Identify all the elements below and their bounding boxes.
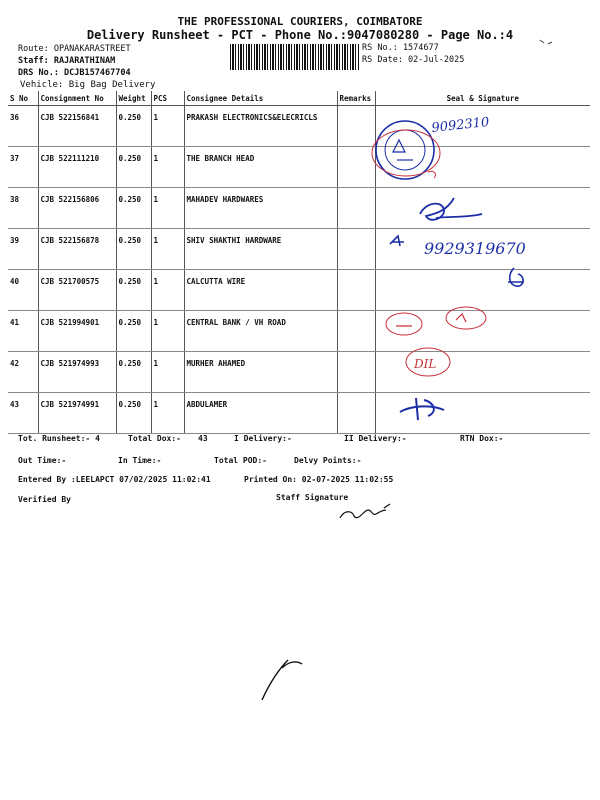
total-dox-value: 43	[198, 434, 208, 443]
table-row	[8, 393, 590, 434]
cell-remarks	[337, 393, 375, 434]
cell-consignee: MURHER AHAMED	[184, 352, 337, 393]
col-consignee: Consignee Details	[184, 91, 337, 106]
cell-sno: 42	[8, 352, 38, 393]
runsheet-table	[8, 91, 590, 434]
cell-consignee: PRAKASH ELECTRONICS&ELECRICLS	[184, 106, 337, 147]
cell-weight: 0.250	[116, 270, 151, 311]
table-header	[8, 91, 590, 106]
cell-signature	[375, 229, 590, 270]
cell-signature	[375, 393, 590, 434]
cell-sno: 41	[8, 311, 38, 352]
cell-remarks	[337, 229, 375, 270]
entered-by: Entered By :LEELAPCT 07/02/2025 11:02:41	[18, 475, 211, 484]
total-pod: Total POD:-	[214, 456, 267, 465]
cell-pcs: 1	[151, 393, 184, 434]
cell-pcs: 1	[151, 352, 184, 393]
col-consignment: Consignment No	[38, 91, 116, 106]
cell-consignment: CJB 522111210	[38, 147, 116, 188]
cell-signature	[375, 147, 590, 188]
cell-consignee: MAHADEV HARDWARES	[184, 188, 337, 229]
staff-label: Staff: RAJARATHINAM	[18, 56, 116, 66]
rs-number: RS No.: 1574677	[362, 43, 439, 53]
ii-delivery: II Delivery:-	[344, 434, 407, 443]
row42-handwritten-note: DIL	[414, 357, 437, 371]
cell-pcs: 1	[151, 229, 184, 270]
table-row	[8, 147, 590, 188]
cell-consignee: THE BRANCH HEAD	[184, 147, 337, 188]
cell-consignment: CJB 521700575	[38, 270, 116, 311]
cell-remarks	[337, 311, 375, 352]
cell-weight: 0.250	[116, 188, 151, 229]
tot-runsheet: Tot. Runsheet:- 4	[18, 434, 100, 443]
col-seal-signature: Seal & Signature	[375, 91, 590, 106]
col-sno: S No	[8, 91, 38, 106]
cell-signature	[375, 352, 590, 393]
cell-sno: 37	[8, 147, 38, 188]
table-row	[8, 270, 590, 311]
cell-signature	[375, 270, 590, 311]
barcode	[230, 44, 360, 70]
cell-remarks	[337, 147, 375, 188]
cell-weight: 0.250	[116, 393, 151, 434]
cell-weight: 0.250	[116, 229, 151, 270]
cell-remarks	[337, 352, 375, 393]
verified-by: Verified By	[18, 495, 71, 504]
rtn-dox: RTN Dox:-	[460, 434, 504, 443]
pen-stroke-icon	[262, 660, 302, 700]
cell-pcs: 1	[151, 106, 184, 147]
cell-remarks	[337, 106, 375, 147]
cell-sno: 40	[8, 270, 38, 311]
cell-remarks	[337, 188, 375, 229]
row36-handwritten-number: 9092310	[430, 115, 491, 136]
cell-weight: 0.250	[116, 311, 151, 352]
cell-sno: 38	[8, 188, 38, 229]
cell-signature	[375, 188, 590, 229]
staff-signature-icon	[340, 504, 390, 518]
cell-consignee: CENTRAL BANK / VH ROAD	[184, 311, 337, 352]
total-dox-label: Total Dox:-	[128, 434, 181, 443]
i-delivery: I Delivery:-	[234, 434, 292, 443]
cell-pcs: 1	[151, 147, 184, 188]
cell-sno: 43	[8, 393, 38, 434]
cell-consignment: CJB 522156806	[38, 188, 116, 229]
cell-signature	[375, 106, 590, 147]
cell-sno: 36	[8, 106, 38, 147]
cell-signature	[375, 311, 590, 352]
col-remarks: Remarks	[337, 91, 375, 106]
cell-pcs: 1	[151, 270, 184, 311]
cell-consignment: CJB 522156841	[38, 106, 116, 147]
rs-date: RS Date: 02-Jul-2025	[362, 55, 465, 65]
cell-pcs: 1	[151, 311, 184, 352]
cell-weight: 0.250	[116, 352, 151, 393]
cell-pcs: 1	[151, 188, 184, 229]
table-row	[8, 229, 590, 270]
row39-handwritten-number: 9929319670	[424, 239, 526, 258]
cell-consignment: CJB 521974993	[38, 352, 116, 393]
col-pcs: PCS	[151, 91, 184, 106]
table-row	[8, 352, 590, 393]
route-label: Route: OPANAKARASTREET	[18, 44, 131, 54]
cell-consignment: CJB 521974991	[38, 393, 116, 434]
cell-consignee: CALCUTTA WIRE	[184, 270, 337, 311]
cell-consignee: ABDULAMER	[184, 393, 337, 434]
delvy-points: Delvy Points:-	[294, 456, 362, 465]
cell-consignment: CJB 522156878	[38, 229, 116, 270]
staff-signature-label: Staff Signature	[276, 493, 349, 502]
table-row	[8, 311, 590, 352]
runsheet-title: Delivery Runsheet - PCT - Phone No.:9047080280 - Page No.:4	[86, 28, 514, 42]
printed-on: Printed On: 02-07-2025 11:02:55	[244, 475, 394, 484]
cell-weight: 0.250	[116, 106, 151, 147]
company-name: THE PROFESSIONAL COURIERS, COIMBATORE	[177, 15, 423, 28]
table-row	[8, 188, 590, 229]
cell-consignee: SHIV SHAKTHI HARDWARE	[184, 229, 337, 270]
cell-sno: 39	[8, 229, 38, 270]
cell-remarks	[337, 270, 375, 311]
table-row	[8, 106, 590, 147]
cell-weight: 0.250	[116, 147, 151, 188]
cell-consignment: CJB 521994901	[38, 311, 116, 352]
vehicle-label: Vehicle: Big Bag Delivery	[20, 80, 156, 90]
out-time: Out Time:-	[18, 456, 67, 465]
col-weight: Weight	[116, 91, 151, 106]
drs-label: DRS No.: DCJB157467704	[18, 68, 131, 78]
in-time: In Time:-	[118, 456, 162, 465]
